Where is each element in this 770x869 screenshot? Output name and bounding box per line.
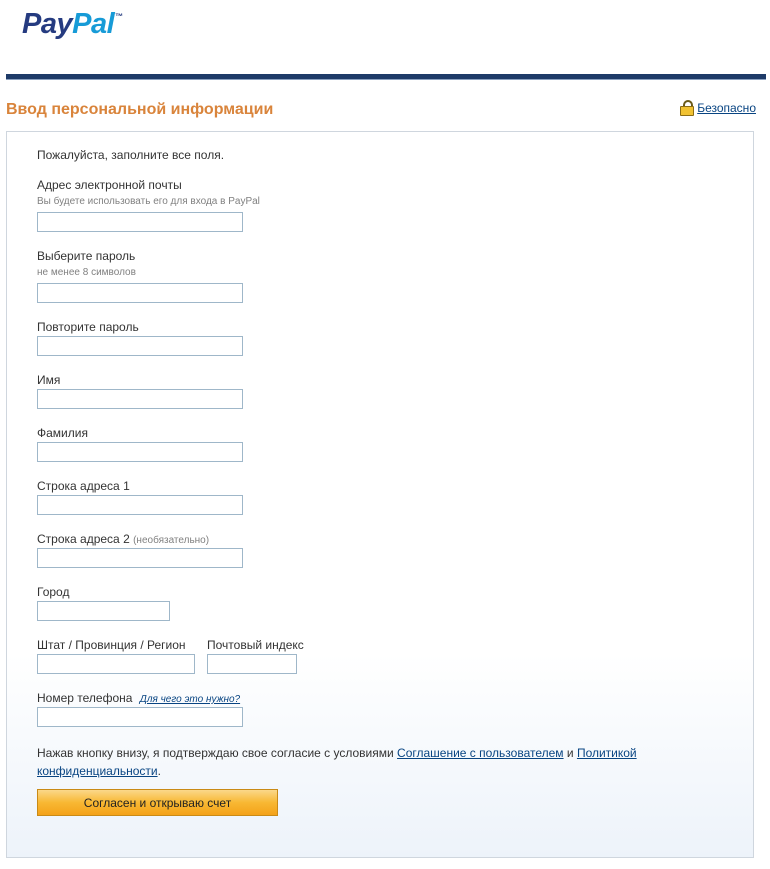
last-name-label: Фамилия bbox=[37, 426, 88, 440]
agreement-end: . bbox=[157, 764, 161, 778]
phone-field[interactable] bbox=[37, 707, 243, 727]
logo-part-pay: Pay bbox=[22, 8, 73, 40]
phone-label-group bbox=[37, 691, 240, 705]
city-label: Город bbox=[37, 585, 70, 599]
last-name-field[interactable] bbox=[37, 442, 243, 462]
secure-link-group[interactable] bbox=[680, 100, 756, 116]
form-intro: Пожалуйста, заполните все поля. bbox=[37, 148, 225, 162]
address2-label-group bbox=[37, 532, 209, 546]
email-label: Адрес электронной почты bbox=[37, 178, 182, 192]
address2-field[interactable] bbox=[37, 548, 243, 568]
city-field[interactable] bbox=[37, 601, 170, 621]
address2-label: Строка адреса 2 bbox=[37, 532, 130, 546]
paypal-logo bbox=[22, 8, 122, 41]
zip-label: Почтовый индекс bbox=[207, 638, 304, 652]
email-hint: Вы будете использовать его для входа в PayPal bbox=[37, 196, 260, 207]
logo-trademark: ™ bbox=[115, 12, 123, 21]
lock-icon bbox=[680, 100, 694, 116]
password-label: Выберите пароль bbox=[37, 249, 136, 263]
password-hint: не менее 8 символов bbox=[37, 267, 136, 278]
secure-link[interactable]: Безопасно bbox=[697, 101, 756, 115]
password-field[interactable] bbox=[37, 283, 243, 303]
address1-field[interactable] bbox=[37, 495, 243, 515]
state-label: Штат / Провинция / Регион bbox=[37, 638, 186, 652]
state-field[interactable] bbox=[37, 654, 195, 674]
phone-label: Номер телефона bbox=[37, 691, 133, 705]
password-repeat-label: Повторите пароль bbox=[37, 320, 139, 334]
first-name-label: Имя bbox=[37, 373, 61, 387]
address1-label: Строка адреса 1 bbox=[37, 479, 130, 493]
logo-part-pal: Pal bbox=[72, 8, 115, 40]
address2-optional-note: (необязательно) bbox=[133, 535, 210, 546]
first-name-field[interactable] bbox=[37, 389, 243, 409]
header-divider-bar bbox=[6, 74, 766, 80]
user-agreement-link[interactable]: Соглашение с пользователем bbox=[397, 746, 564, 760]
why-needed-link[interactable]: Для чего это нужно? bbox=[139, 694, 241, 705]
privacy-policy-link[interactable]: Политикой конфиденциальности bbox=[37, 746, 637, 778]
password-repeat-field[interactable] bbox=[37, 336, 243, 356]
zip-field[interactable] bbox=[207, 654, 297, 674]
agreement-text bbox=[37, 744, 697, 780]
email-field[interactable] bbox=[37, 212, 243, 232]
agreement-text-before: Нажав кнопку внизу, я подтверждаю свое согласие с условиями bbox=[37, 746, 398, 760]
agreement-and: и bbox=[563, 746, 577, 760]
agree-and-open-account-button[interactable]: Согласен и открываю счет bbox=[37, 789, 278, 816]
page-title: Ввод персональной информации bbox=[6, 101, 274, 118]
